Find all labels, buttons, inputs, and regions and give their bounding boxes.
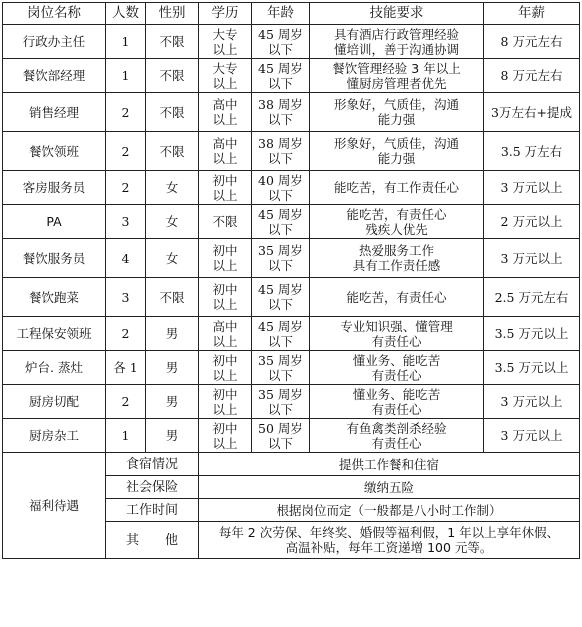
salary-cell: 8 万元左右 [484,59,580,93]
position-cell: PA [3,205,106,239]
count-cell: 3 [106,205,146,239]
education-line: 初中 [212,282,238,297]
age-line: 40 周岁 [258,172,303,188]
recruitment-table [2,2,580,559]
header-salary: 年薪 [484,3,580,25]
age-cell [252,171,310,205]
age-cell [252,239,310,278]
skills-line: 餐饮管理经验 3 年以上 [332,60,461,76]
salary-cell: 3万左右+提成 [484,93,580,132]
salary-cell: 3 万元以上 [484,385,580,419]
education-line: 以上 [212,112,238,127]
gender-cell: 不限 [146,278,199,317]
age-line: 45 周岁 [258,282,303,297]
education-cell [199,132,252,171]
salary-cell: 2.5 万元左右 [484,278,580,317]
education-line: 以上 [212,151,238,166]
age-cell [252,419,310,453]
skills-cell [310,385,484,419]
age-line: 45 周岁 [258,26,303,42]
welfare-value: 根据岗位而定（一般都是八小时工作制） [199,499,580,522]
skills-cell [310,132,484,171]
skills-line: 懂培训，善于沟通协调 [333,41,459,57]
gender-cell: 女 [146,239,199,278]
skills-line: 懂厨房管理者优先 [346,75,447,91]
skills-line: 能力强 [377,151,416,166]
job-row [3,419,580,453]
skills-line: 能力强 [377,112,416,127]
age-cell [252,278,310,317]
welfare-value: 提供工作餐和住宿 [199,453,580,476]
education-line: 初中 [212,386,238,402]
age-cell [252,93,310,132]
age-line: 以下 [267,297,293,312]
age-line: 以下 [267,41,293,57]
gender-cell: 不限 [146,93,199,132]
age-line: 以下 [267,112,293,127]
skills-line: 有责任心 [371,401,422,417]
age-cell [252,317,310,351]
skills-cell [310,171,484,205]
age-line: 35 周岁 [258,386,303,402]
position-cell: 行政办主任 [3,25,106,59]
salary-cell: 3.5 万元以上 [484,317,580,351]
header-age: 年龄 [252,3,310,25]
age-line: 以下 [267,221,293,237]
welfare-value [199,522,580,559]
education-cell [199,171,252,205]
age-line: 35 周岁 [258,352,303,368]
position-cell: 厨房切配 [3,385,106,419]
count-cell: 2 [106,317,146,351]
gender-cell: 男 [146,351,199,385]
gender-cell: 男 [146,419,199,453]
age-cell [252,25,310,59]
education-line: 以上 [212,333,238,349]
education-cell [199,205,252,239]
salary-cell: 3.5 万元以上 [484,351,580,385]
count-cell: 各 1 [106,351,146,385]
count-cell: 2 [106,132,146,171]
job-rows [3,25,580,453]
education-line: 大专 [212,60,238,76]
gender-cell: 不限 [146,132,199,171]
salary-cell: 2 万元以上 [484,205,580,239]
job-row [3,132,580,171]
position-cell: 餐饮领班 [3,132,106,171]
position-cell: 工程保安领班 [3,317,106,351]
education-line: 高中 [212,318,238,334]
age-line: 38 周岁 [258,136,303,151]
education-line: 以上 [212,258,238,273]
salary-cell: 3 万元以上 [484,239,580,278]
education-cell [199,278,252,317]
position-cell: 销售经理 [3,93,106,132]
age-cell [252,385,310,419]
count-cell: 2 [106,171,146,205]
education-cell [199,351,252,385]
skills-cell [310,317,484,351]
job-row [3,171,580,205]
skills-line: 有责任心 [371,367,422,383]
education-cell [199,93,252,132]
welfare-label: 工作时间 [106,499,199,522]
count-cell: 3 [106,278,146,317]
count-cell: 4 [106,239,146,278]
job-row [3,385,580,419]
position-cell: 餐饮部经理 [3,59,106,93]
education-line: 初中 [212,352,238,368]
skills-line: 具有工作责任感 [352,258,441,273]
gender-cell: 不限 [146,59,199,93]
position-cell: 餐饮跑菜 [3,278,106,317]
education-line: 大专 [212,26,238,42]
count-cell: 1 [106,419,146,453]
education-line: 初中 [212,420,238,436]
welfare-category: 福利待遇 [3,453,106,559]
skills-cell [310,59,484,93]
education-line: 以上 [212,187,238,203]
age-line: 38 周岁 [258,97,303,112]
education-cell [199,317,252,351]
skills-line: 专业知识强、懂管理 [340,318,453,334]
header-gender: 性别 [146,3,199,25]
skills-cell [310,419,484,453]
welfare-section [3,453,580,559]
skills-line: 能吃苦，有工作责任心 [333,180,459,195]
job-row [3,278,580,317]
age-line: 以下 [267,367,293,383]
header-skills: 技能要求 [310,3,484,25]
age-line: 以下 [267,151,293,166]
header-count: 人数 [106,3,146,25]
skills-cell [310,278,484,317]
header-row [3,3,580,25]
education-line: 以上 [212,367,238,383]
education-cell [199,239,252,278]
gender-cell: 男 [146,317,199,351]
age-cell [252,132,310,171]
skills-cell [310,205,484,239]
position-cell: 炉台. 蒸灶 [3,351,106,385]
skills-line: 具有酒店行政管理经验 [333,26,459,42]
gender-cell: 女 [146,171,199,205]
age-line: 以下 [267,258,293,273]
salary-cell: 3 万元以上 [484,171,580,205]
skills-line: 有责任心 [371,333,422,349]
education-line: 初中 [212,172,238,188]
skills-line: 懂业务、能吃苦 [352,386,441,402]
age-line: 以下 [267,75,293,91]
skills-line: 形象好，气质佳，沟通 [333,136,459,151]
position-cell: 客房服务员 [3,171,106,205]
skills-line: 热爱服务工作 [358,243,434,258]
position-cell: 餐饮服务员 [3,239,106,278]
gender-cell: 男 [146,385,199,419]
welfare-value: 缴纳五险 [199,476,580,499]
education-line: 以上 [212,75,238,91]
age-cell [252,351,310,385]
count-cell: 2 [106,93,146,132]
age-line: 45 周岁 [258,206,303,222]
age-line: 以下 [267,187,293,203]
skills-cell [310,351,484,385]
education-line: 高中 [212,97,238,112]
salary-cell: 8 万元左右 [484,25,580,59]
skills-cell [310,25,484,59]
education-line: 不限 [212,214,238,229]
welfare-label: 社会保险 [106,476,199,499]
welfare-label: 其 他 [106,522,199,559]
skills-line: 能吃苦，有责任心 [346,206,447,222]
education-cell [199,59,252,93]
skills-line: 懂业务、能吃苦 [352,352,441,368]
age-line: 50 周岁 [258,420,303,436]
welfare-value-line: 高温补贴，每年工资递增 100 元等。 [285,540,493,555]
education-cell [199,419,252,453]
skills-line: 形象好，气质佳，沟通 [333,97,459,112]
education-line: 以上 [212,41,238,57]
job-row [3,205,580,239]
age-cell [252,59,310,93]
job-row [3,59,580,93]
age-cell [252,205,310,239]
gender-cell: 女 [146,205,199,239]
job-row [3,25,580,59]
header-position: 岗位名称 [3,3,106,25]
education-line: 以上 [212,435,238,451]
header-education: 学历 [199,3,252,25]
welfare-value-line: 每年 2 次劳保、年终奖、婚假等福利假，1 年以上享年休假、 [218,525,560,540]
job-row [3,317,580,351]
education-line: 初中 [212,243,238,258]
age-line: 以下 [267,435,293,451]
skills-line: 残疾人优先 [365,221,428,237]
skills-cell [310,93,484,132]
skills-line: 有责任心 [371,435,422,451]
age-line: 以下 [267,333,293,349]
skills-cell [310,239,484,278]
education-line: 以上 [212,297,238,312]
job-row [3,239,580,278]
job-row [3,93,580,132]
gender-cell: 不限 [146,25,199,59]
welfare-row [3,453,580,476]
skills-line: 能吃苦，有责任心 [346,289,447,305]
age-line: 35 周岁 [258,243,303,258]
count-cell: 1 [106,25,146,59]
education-line: 以上 [212,401,238,417]
count-cell: 1 [106,59,146,93]
position-cell: 厨房杂工 [3,419,106,453]
age-line: 45 周岁 [258,318,303,334]
age-line: 45 周岁 [258,60,303,76]
welfare-label: 食宿情况 [106,453,199,476]
skills-line: 有鱼禽类剖杀经验 [346,420,447,436]
salary-cell: 3.5 万左右 [484,132,580,171]
age-line: 以下 [267,401,293,417]
education-cell [199,25,252,59]
education-cell [199,385,252,419]
count-cell: 2 [106,385,146,419]
education-line: 高中 [212,136,238,151]
job-row [3,351,580,385]
salary-cell: 3 万元以上 [484,419,580,453]
